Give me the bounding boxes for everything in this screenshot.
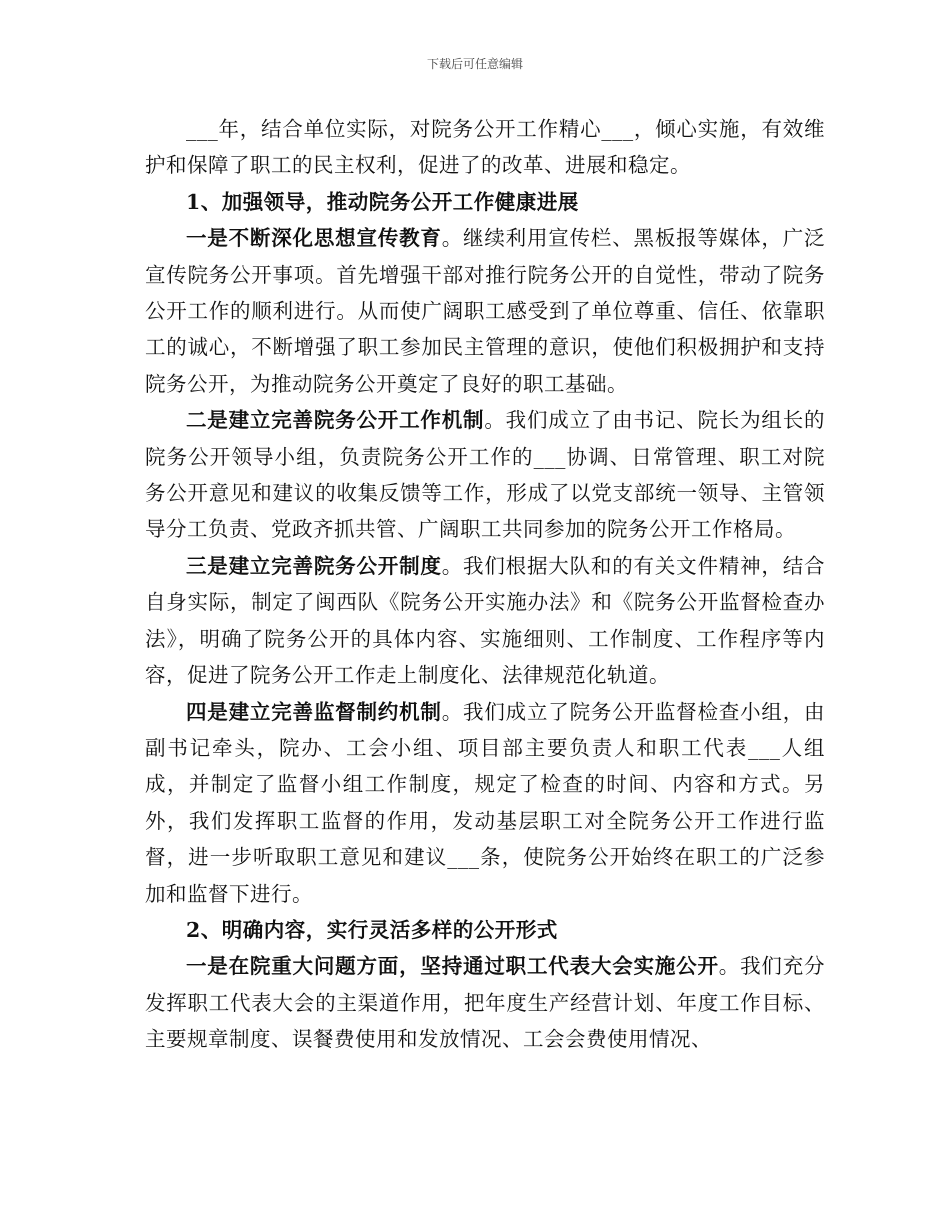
paragraph-lead: 四是建立完善监督制约机制: [186, 699, 442, 724]
paragraph-lead: 三是建立完善院务公开制度: [186, 553, 442, 578]
paragraph-text: 。继续利用宣传栏、黑板报等媒体，广泛宣传院务公开事项。首先增强干部对推行院务公开的自觉性，带动了院务公开工作的顺利进行。从而使广阔职工感受到了单位尊重、信任、依靠职工的诚心，不断增强了职工参加民主管理的意识，使他们积极拥护和支持院务公开，为推动院务公开奠定了良好的职工基础。: [145, 226, 826, 396]
paragraph-item: [145, 948, 825, 1057]
paragraph-lead: 一是在院重大问题方面，坚持通过职工代表大会实施公开: [186, 954, 719, 979]
section-heading-2: 2、明确内容，实行灵活多样的公开形式: [186, 917, 558, 942]
paragraph-text: 。我们成立了院务公开监督检查小组，由副书记牵头，院办、工会小组、项目部主要负责人和职工代表___人组成，并制定了监督小组工作制度，规定了检查的时间、内容和方式。另外，我们发挥职工监督的作用，发动基层职工对全院务公开工作进行监督，进一步听取职工意见和建议___条，使院务公开始终在职工的广泛参加和监督下进行。: [145, 699, 826, 906]
paragraph-item: [145, 402, 825, 548]
page-header: 下载后可任意编辑: [426, 57, 523, 71]
paragraph-lead: 二是建立完善院务公开工作机制: [186, 408, 485, 433]
document-body: [145, 111, 825, 1058]
paragraph-item: [145, 548, 825, 694]
paragraph-lead: 一是不断深化思想宣传教育: [186, 226, 442, 251]
section-heading-1: 1、加强领导，推动院务公开工作健康进展: [186, 189, 579, 214]
paragraph-text: 。我们充分发挥职工代表大会的主渠道作用，把年度生产经营计划、年度工作目标、主要规章制度、误餐费使用和发放情况、工会会费使用情况、: [145, 954, 826, 1052]
paragraph-text: ___年，结合单位实际，对院务公开工作精心___，倾心实施，有效维护和保障了职工的民主权利，促进了的改革、进展和稳定。: [145, 117, 825, 178]
paragraph-text: 。我们成立了由书记、院长为组长的院务公开领导小组，负责院务公开工作的___协调、日常管理、职工对院务公开意见和建议的收集反馈等工作，形成了以党支部统一领导、主管领导分工负责、党政齐抓共管、广阔职工共同参加的院务公开工作格局。: [145, 408, 826, 542]
paragraph-text: 。我们根据大队和的有关文件精神，结合自身实际，制定了闽西队《院务公开实施办法》和《院务公开监督检查办法》，明确了院务公开的具体内容、实施细则、工作制度、工作程序等内容，促进了院务公开工作走上制度化、法律规范化轨道。: [145, 553, 826, 688]
paragraph-item: [145, 694, 825, 912]
paragraph-intro: [145, 111, 825, 184]
paragraph-item: [145, 220, 825, 402]
